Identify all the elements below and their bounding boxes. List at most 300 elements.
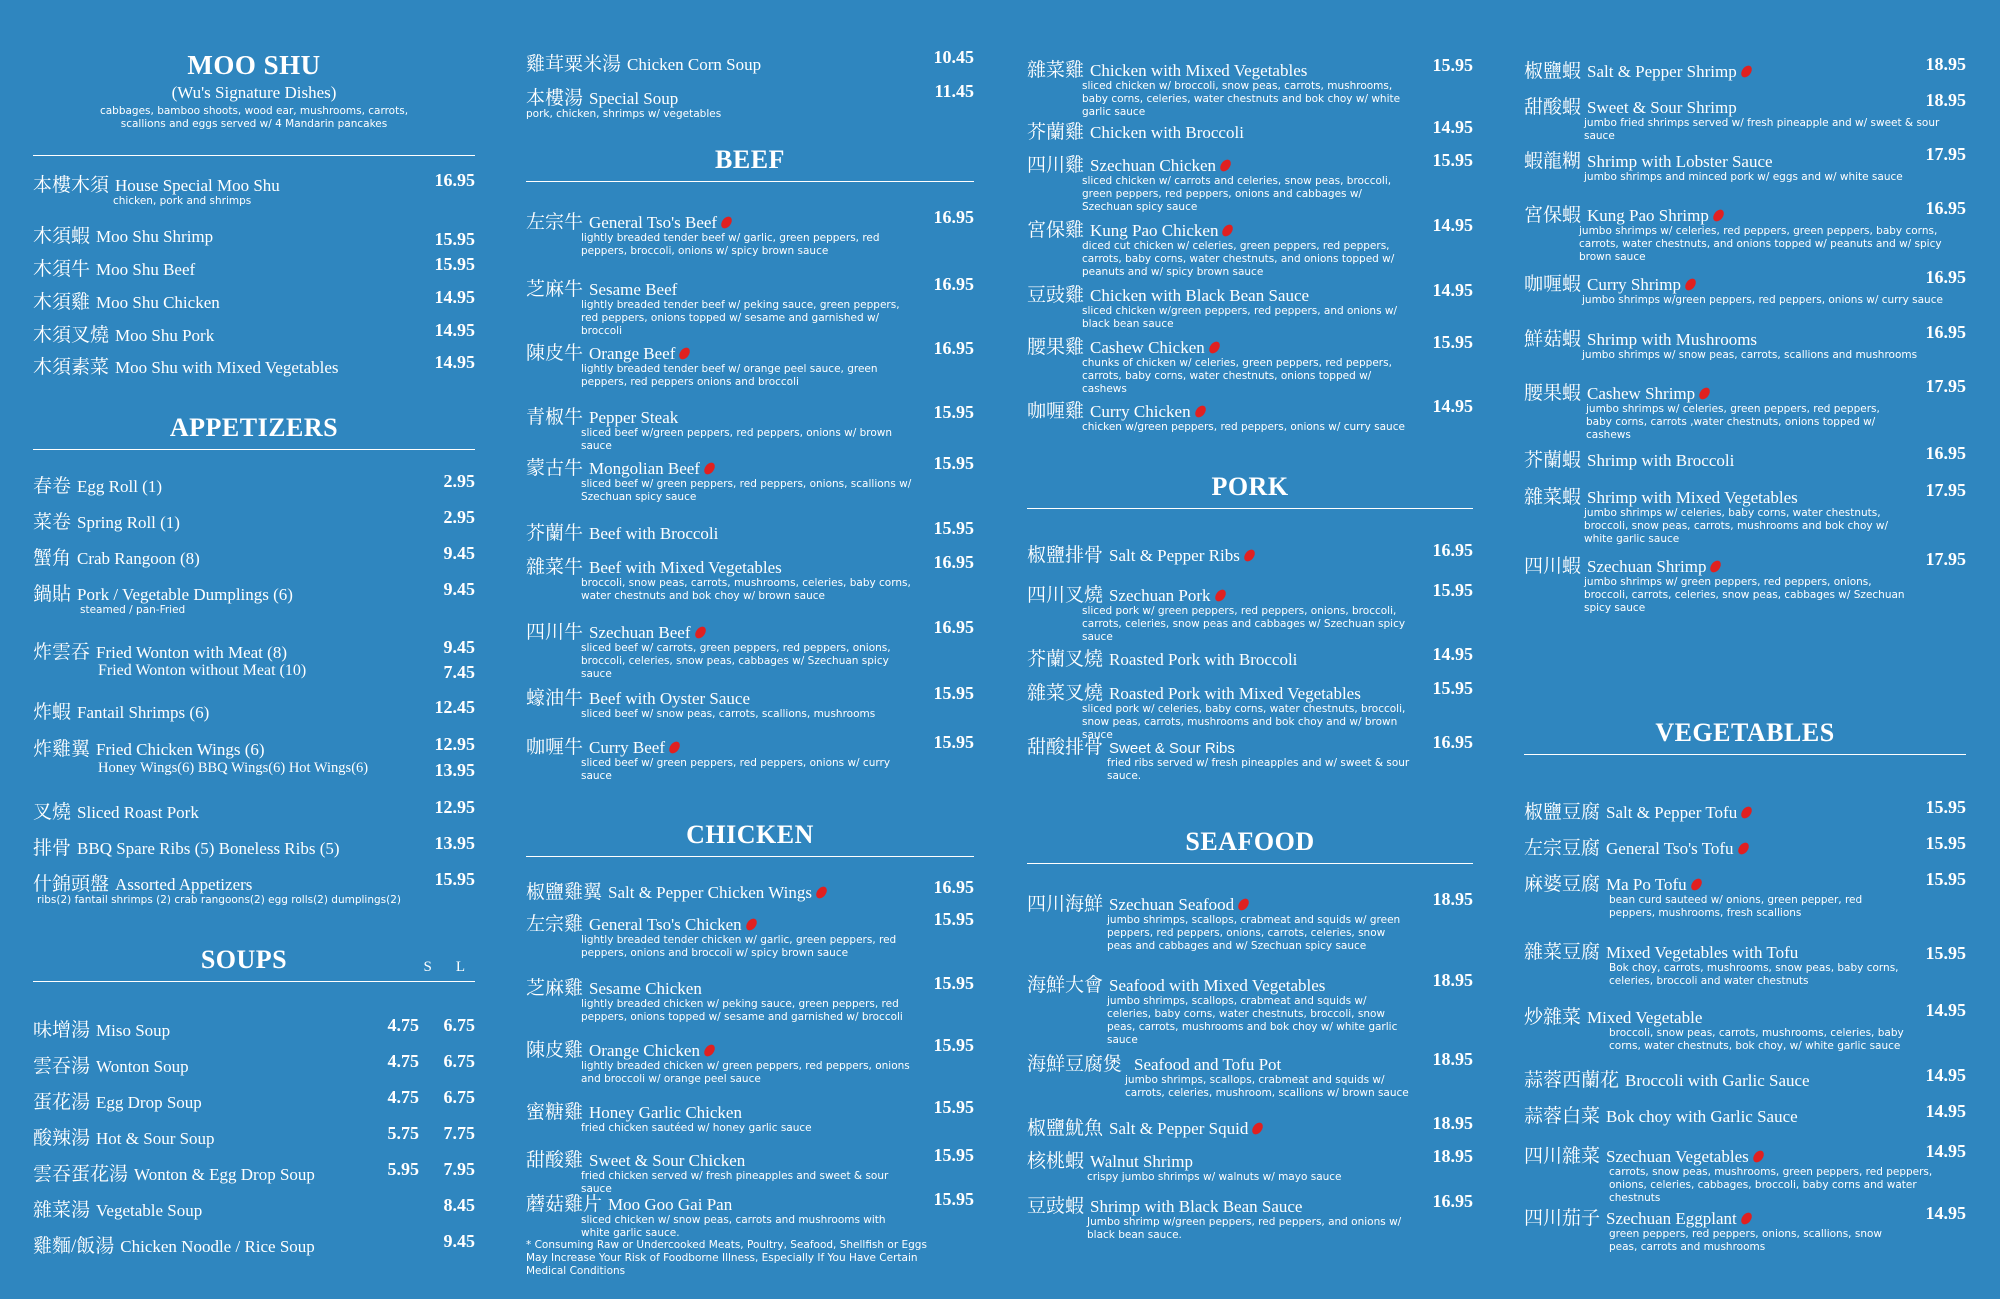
menu-item <box>33 1195 475 1221</box>
item-chinese-name: 陳皮牛 <box>526 343 584 364</box>
item-price: 15.95 <box>1432 678 1473 698</box>
soup-size-labels <box>423 959 465 976</box>
item-name: Broccoli with Garlic Sauce <box>1625 1071 1810 1090</box>
item-description: jumbo shrimps, scallops, crabmeat and squids w/ carrots, celeries, mushroom, scallions w/ brown sauce <box>1125 1074 1409 1099</box>
item-chinese-name: 四川海鮮 <box>1027 894 1104 915</box>
menu-item <box>33 697 475 723</box>
menu-item <box>1524 56 1966 82</box>
item-chinese-name: 椒鹽排骨 <box>1027 545 1104 566</box>
item-chinese-name: 蒙古牛 <box>526 458 584 479</box>
item-price: 16.95 <box>933 877 974 897</box>
item-chinese-name: 蘑菇雞片 <box>526 1194 603 1215</box>
menu-item <box>33 471 475 497</box>
item-description: sliced beef w/green peppers, red peppers, onions w/ brown sauce <box>581 427 893 452</box>
item-price: 18.95 <box>1432 1049 1473 1069</box>
item-price: 15.95 <box>1925 869 1966 889</box>
menu-item <box>1027 55 1473 119</box>
menu-item <box>526 973 974 1024</box>
item-chinese-name: 宮保雞 <box>1027 220 1085 241</box>
item-description: chicken w/green peppers, red peppers, onions w/ curry sauce <box>1082 421 1405 433</box>
item-name: Pork / Vegetable Dumplings (6) <box>77 585 293 604</box>
menu-item <box>526 207 974 258</box>
item-chinese-name: 雜菜牛 <box>526 557 584 578</box>
item-chinese-name: 四川牛 <box>526 622 584 643</box>
menu-item <box>526 552 974 603</box>
menu-item <box>33 352 475 378</box>
item-name: Mongolian Beef <box>589 459 700 478</box>
item-description: sliced chicken w/ carrots and celeries, snow peas, broccoli, green peppers, red peppers, onions and cabbages w/ Szechuan spicy sauce <box>1082 175 1392 213</box>
item-chinese-name: 木須叉燒 <box>33 325 110 346</box>
item-chinese-name: 宮保蝦 <box>1524 205 1582 226</box>
item-price: 16.95 <box>933 617 974 637</box>
menu-item <box>1524 378 1966 442</box>
item-chinese-name: 椒鹽魷魚 <box>1027 1118 1104 1139</box>
chili-pepper-icon <box>815 885 829 901</box>
item-chinese-name: 左宗豆腐 <box>1524 838 1601 859</box>
item-price: 16.95 <box>933 274 974 294</box>
menu-item <box>1524 269 1966 307</box>
item-name: Moo Shu Shrimp <box>96 227 214 246</box>
mooshu-description: cabbages, bamboo shoots, wood ear, mushrooms, carrots, scallions and eggs served w/ 4 Mandarin pancakes <box>99 105 409 130</box>
item-name: Shrimp with Broccoli <box>1587 451 1735 470</box>
item-price-small: 4.75 <box>387 1015 419 1035</box>
menu-item <box>33 1015 475 1041</box>
item-price: 14.95 <box>1925 1065 1966 1085</box>
item-name: Miso Soup <box>96 1021 171 1040</box>
item-description: jumbo shrimps w/ celeries, red peppers, green peppers, baby corns, carrots, water chestnuts, and onions topped w/ peanuts and w/ spicy brown sauce <box>1579 225 1942 263</box>
item-description: sliced beef w/ carrots, green peppers, red peppers, onions, broccoli, celeries, snow peas, cabbages w/ Szechuan spicy sauce <box>581 642 891 680</box>
item-chinese-name: 排骨 <box>33 838 72 859</box>
item-description: ribs(2) fantail shrimps (2) crab rangoons(2) egg rolls(2) dumplings(2) <box>37 894 402 906</box>
item-name: Szechuan Eggplant <box>1606 1209 1737 1228</box>
menu-item <box>1027 1146 1473 1184</box>
item-name: Salt & Pepper Shrimp <box>1587 62 1737 81</box>
item-name: Fried Wonton without Meat (10) <box>98 662 307 679</box>
chili-pepper-icon <box>1251 1121 1265 1137</box>
item-chinese-name: 核桃蝦 <box>1027 1151 1085 1172</box>
menu-item <box>1524 1203 1966 1254</box>
item-chinese-name: 雜菜湯 <box>33 1200 91 1221</box>
item-name: Szechuan Seafood <box>1109 895 1235 914</box>
menu-item <box>1524 324 1966 362</box>
item-chinese-name: 炸雲吞 <box>33 642 91 663</box>
item-price: 16.95 <box>1925 198 1966 218</box>
chili-pepper-icon <box>668 740 682 756</box>
menu-item <box>526 49 974 75</box>
appetizers-section <box>33 413 475 450</box>
size-large-label: L <box>455 959 465 975</box>
menu-item <box>1524 833 1966 859</box>
item-price: 15.95 <box>933 518 974 538</box>
menu-item <box>526 732 974 783</box>
item-chinese-name: 甜酸蝦 <box>1524 97 1582 118</box>
menu-subitem <box>33 662 475 680</box>
menu-item <box>33 170 475 208</box>
chili-pepper-icon <box>1689 877 1703 893</box>
item-price: 18.95 <box>1432 1113 1473 1133</box>
item-name: Shrimp with Lobster Sauce <box>1587 152 1773 171</box>
menu-item <box>1524 1101 1966 1127</box>
chili-pepper-icon <box>1739 1211 1753 1227</box>
item-name: Egg Drop Soup <box>96 1093 202 1112</box>
section-title: CHICKEN <box>526 820 974 857</box>
item-name: Szechuan Vegetables <box>1606 1147 1749 1166</box>
item-price: 15.95 <box>1432 332 1473 352</box>
item-name: Kung Pao Chicken <box>1090 221 1219 240</box>
item-price: 18.95 <box>1432 1146 1473 1166</box>
menu-item <box>1027 150 1473 214</box>
item-price: 17.95 <box>1925 376 1966 396</box>
menu-item <box>33 320 475 346</box>
chicken-section <box>526 820 974 857</box>
item-description: pork, chicken, shrimps w/ vegetables <box>526 108 722 120</box>
item-chinese-name: 蟹角 <box>33 548 72 569</box>
item-price: 14.95 <box>1432 117 1473 137</box>
menu-item <box>33 1159 475 1185</box>
item-chinese-name: 四川茄子 <box>1524 1208 1601 1229</box>
item-price-large: 6.75 <box>443 1015 475 1035</box>
menu-item <box>33 1087 475 1113</box>
item-name: Orange Beef <box>589 344 676 363</box>
item-name: Szechuan Shrimp <box>1587 557 1707 576</box>
item-name: Assorted Appetizers <box>115 875 253 894</box>
item-chinese-name: 椒鹽豆腐 <box>1524 802 1601 823</box>
menu-item <box>1027 644 1473 670</box>
section-rule <box>33 155 475 156</box>
item-chinese-name: 木須素菜 <box>33 357 110 378</box>
item-price: 17.95 <box>1925 480 1966 500</box>
item-name: Walnut Shrimp <box>1090 1152 1194 1171</box>
menu-item <box>33 797 475 823</box>
size-small-label: S <box>423 959 432 975</box>
item-name: Sliced Roast Pork <box>77 803 199 822</box>
item-chinese-name: 甜酸排骨 <box>1027 737 1104 758</box>
item-price: 15.95 <box>933 973 974 993</box>
menu-item <box>526 518 974 544</box>
item-name: Egg Roll (1) <box>77 477 163 496</box>
item-name: Curry Shrimp <box>1587 275 1681 294</box>
item-price: 18.95 <box>1432 970 1473 990</box>
item-chinese-name: 腰果雞 <box>1027 337 1085 358</box>
menu-item <box>526 274 974 338</box>
item-name: Fried Chicken Wings (6) <box>96 740 265 759</box>
item-name: Kung Pao Shrimp <box>1587 206 1709 225</box>
item-name: Chicken with Broccoli <box>1090 123 1244 142</box>
section-title: VEGETABLES <box>1524 718 1966 755</box>
item-name: House Special Moo Shu <box>115 176 280 195</box>
item-name: Fantail Shrimps (6) <box>77 703 210 722</box>
menu-item <box>1524 937 1966 988</box>
item-price: 11.45 <box>934 81 974 101</box>
mooshu-subtitle: (Wu's Signature Dishes) <box>171 83 337 102</box>
item-name: Cashew Chicken <box>1090 338 1205 357</box>
item-name: BBQ Spare Ribs (5) Boneless Ribs (5) <box>77 839 340 858</box>
section-title: BEEF <box>526 145 974 182</box>
item-chinese-name: 木須牛 <box>33 259 91 280</box>
menu-item <box>1524 1141 1966 1205</box>
menu-item <box>1027 1191 1473 1242</box>
item-price-large: 6.75 <box>443 1051 475 1071</box>
item-name: Chicken Corn Soup <box>627 55 762 74</box>
item-description: lightly breaded tender chicken w/ garlic, green peppers, red peppers, onions and broccoli w/ spicy brown sauce <box>581 934 897 959</box>
item-price: 2.95 <box>443 507 475 527</box>
chili-pepper-icon <box>1709 559 1723 575</box>
item-price: 16.95 <box>434 170 475 190</box>
item-chinese-name: 四川雜菜 <box>1524 1146 1601 1167</box>
item-price-large: 8.45 <box>443 1195 475 1215</box>
item-chinese-name: 蜜糖雞 <box>526 1102 584 1123</box>
menu-item <box>526 338 974 389</box>
item-price: 15.95 <box>933 909 974 929</box>
item-description: broccoli, snow peas, carrots, mushrooms, celeries, baby corns, water chestnuts, bok choy, w/ white garlic sauce <box>1609 1027 1904 1052</box>
item-price: 15.95 <box>1925 797 1966 817</box>
item-name: Shrimp with Black Bean Sauce <box>1090 1197 1303 1216</box>
menu-item <box>33 637 475 663</box>
menu-item <box>33 221 475 247</box>
item-description: sliced chicken w/ snow peas, carrots and mushrooms with white garlic sauce. <box>581 1214 886 1239</box>
mooshu-title: MOO SHU <box>187 50 321 80</box>
item-chinese-name: 叉燒 <box>33 802 72 823</box>
item-price: 15.95 <box>933 732 974 752</box>
menu-item <box>1524 869 1966 920</box>
item-price-small: 4.75 <box>387 1087 419 1107</box>
item-name: Moo Shu Pork <box>115 326 215 345</box>
menu-item <box>526 877 974 903</box>
item-description: sliced chicken w/ broccoli, snow peas, carrots, mushrooms, baby corns, celeries, water chestnuts and bok choy w/ white garlic sauce <box>1082 80 1401 118</box>
section-title: APPETIZERS <box>33 413 475 450</box>
item-description: lightly breaded tender beef w/ peking sauce, green peppers, red peppers, onions topped w/ sesame and garnished w/ broccoli <box>581 299 900 337</box>
item-price: 14.95 <box>434 287 475 307</box>
item-price: 14.95 <box>434 352 475 372</box>
item-chinese-name: 蒜蓉西蘭花 <box>1524 1070 1620 1091</box>
item-price: 14.95 <box>1925 1203 1966 1223</box>
item-name: Ma Po Tofu <box>1606 875 1687 894</box>
item-chinese-name: 本樓湯 <box>526 88 584 109</box>
chili-pepper-icon <box>720 215 734 231</box>
chili-pepper-icon <box>693 625 707 641</box>
item-description: lightly breaded chicken w/ peking sauce, green peppers, red peppers, onions topped w/ sesame and garnished w/ broccoli <box>581 998 903 1023</box>
item-chinese-name: 四川叉燒 <box>1027 585 1104 606</box>
pork-section <box>1027 472 1473 509</box>
seafood-section <box>1027 827 1473 864</box>
item-chinese-name: 味增湯 <box>33 1020 91 1041</box>
item-chinese-name: 左宗牛 <box>526 212 584 233</box>
item-price: 16.95 <box>1925 443 1966 463</box>
item-name: Chicken with Mixed Vegetables <box>1090 61 1308 80</box>
menu-item <box>1027 117 1473 143</box>
item-chinese-name: 雞茸粟米湯 <box>526 54 622 75</box>
item-price: 15.95 <box>1925 833 1966 853</box>
item-name: General Tso's Chicken <box>589 915 742 934</box>
menu-item <box>1524 1065 1966 1091</box>
item-price: 18.95 <box>1925 54 1966 74</box>
menu-item <box>1524 797 1966 823</box>
item-chinese-name: 芥蘭雞 <box>1027 122 1085 143</box>
menu-item <box>1027 280 1473 331</box>
menu-item <box>1524 551 1966 615</box>
item-price: 15.95 <box>933 1097 974 1117</box>
chili-pepper-icon <box>1193 404 1207 420</box>
item-name: Moo Goo Gai Pan <box>608 1195 733 1214</box>
menu-item <box>1027 580 1473 644</box>
menu-item <box>1524 146 1966 184</box>
item-name: Hot & Sour Soup <box>96 1129 215 1148</box>
item-name: Szechuan Pork <box>1109 586 1211 605</box>
menu-item <box>1027 889 1473 953</box>
item-price: 16.95 <box>933 552 974 572</box>
menu-item <box>1027 540 1473 566</box>
item-price: 15.95 <box>933 1189 974 1209</box>
item-name: Honey Wings(6) BBQ Wings(6) Hot Wings(6) <box>98 760 369 776</box>
item-name: Honey Garlic Chicken <box>589 1103 742 1122</box>
item-chinese-name: 咖喱雞 <box>1027 401 1085 422</box>
item-description: fried ribs served w/ fresh pineapples and w/ sweet & sour sauce. <box>1107 757 1410 782</box>
item-description: jumbo shrimps w/ celeries, baby corns, water chestnuts, broccoli, snow peas, carrots, mushrooms and bok choy w/ white garlic sauce <box>1584 507 1889 545</box>
item-chinese-name: 四川蝦 <box>1524 556 1582 577</box>
item-price: 18.95 <box>1925 90 1966 110</box>
item-chinese-name: 椒鹽蝦 <box>1524 61 1582 82</box>
item-chinese-name: 本樓木須 <box>33 175 110 196</box>
item-description: jumbo shrimps w/ snow peas, carrots, scallions and mushrooms <box>1582 349 1918 361</box>
item-description: sliced pork w/ green peppers, red peppers, onions, broccoli, carrots, celeries, snow peas and cabbages w/ Szechuan spicy sauce <box>1082 605 1406 643</box>
item-name: Mixed Vegetables with Tofu <box>1606 943 1799 962</box>
item-chinese-name: 甜酸雞 <box>526 1150 584 1171</box>
item-description: steamed / pan-Fried <box>80 604 186 616</box>
menu-item <box>526 909 974 960</box>
item-chinese-name: 豆豉雞 <box>1027 285 1085 306</box>
menu-item <box>526 683 974 721</box>
item-chinese-name: 炸蝦 <box>33 702 72 723</box>
item-chinese-name: 鍋貼 <box>33 584 72 605</box>
item-price-small: 4.75 <box>387 1051 419 1071</box>
item-chinese-name: 海鮮大會 <box>1027 975 1104 996</box>
item-chinese-name: 蛋花湯 <box>33 1092 91 1113</box>
item-name: Chicken with Black Bean Sauce <box>1090 286 1310 305</box>
chili-pepper-icon <box>1712 208 1726 224</box>
menu-item <box>1524 1002 1966 1053</box>
item-chinese-name: 雜菜雞 <box>1027 60 1085 81</box>
menu-item <box>1027 332 1473 396</box>
item-price: 14.95 <box>1432 396 1473 416</box>
item-price: 15.95 <box>933 402 974 422</box>
item-chinese-name: 豆豉蝦 <box>1027 1196 1085 1217</box>
item-price: 17.95 <box>1925 144 1966 164</box>
menu-item <box>33 287 475 313</box>
item-chinese-name: 咖喱牛 <box>526 737 584 758</box>
item-description: broccoli, snow peas, carrots, mushrooms, celeries, baby corns, water chestnuts and bok choy w/ brown sauce <box>581 577 911 602</box>
item-price: 15.95 <box>1432 580 1473 600</box>
item-chinese-name: 雜菜蝦 <box>1524 487 1582 508</box>
chili-pepper-icon <box>678 346 692 362</box>
item-price: 9.45 <box>443 637 475 657</box>
item-name: Roasted Pork with Broccoli <box>1109 650 1298 669</box>
item-price: 15.95 <box>434 254 475 274</box>
section-title: SOUPS <box>33 945 475 982</box>
menu-item <box>1524 482 1966 546</box>
item-name: Moo Shu Chicken <box>96 293 220 312</box>
menu-item <box>33 579 475 617</box>
item-name: Cashew Shrimp <box>1587 384 1696 403</box>
item-description: chicken, pork and shrimps <box>113 195 252 207</box>
chili-pepper-icon <box>1698 386 1712 402</box>
item-description: Jumbo shrimp w/green peppers, red peppers, and onions w/ black bean sauce. <box>1087 1216 1402 1241</box>
item-price: 12.95 <box>434 797 475 817</box>
menu-item <box>1524 200 1966 264</box>
item-description: fried chicken served w/ fresh pineapples and sweet & sour sauce <box>581 1170 889 1195</box>
menu-item <box>526 1097 974 1135</box>
menu-item <box>33 1051 475 1077</box>
menu-item <box>1027 1113 1473 1139</box>
item-description: sliced beef w/ green peppers, red peppers, onions w/ curry sauce <box>581 757 891 782</box>
item-price: 14.95 <box>1432 215 1473 235</box>
item-name: Beef with Mixed Vegetables <box>589 558 782 577</box>
item-price: 9.45 <box>443 579 475 599</box>
item-chinese-name: 咖喱蝦 <box>1524 274 1582 295</box>
item-price: 18.95 <box>1432 889 1473 909</box>
item-description: Bok choy, carrots, mushrooms, snow peas, baby corns, celeries, broccoli and water chestnuts <box>1609 962 1899 987</box>
item-price-large: 7.75 <box>443 1123 475 1143</box>
item-name: Shrimp with Mixed Vegetables <box>1587 488 1798 507</box>
health-notice: * Consuming Raw or Undercooked Meats, Poultry, Seafood, Shellfish or Eggs May Increase Your Risk of Foodborne Illness, Especially If You Have Certain Medical Conditions <box>526 1239 927 1277</box>
item-name: Salt & Pepper Chicken Wings <box>608 883 812 902</box>
item-chinese-name: 陳皮雞 <box>526 1040 584 1061</box>
item-chinese-name: 蝦龍糊 <box>1524 151 1582 172</box>
item-price-large: 6.75 <box>443 1087 475 1107</box>
section-title: SEAFOOD <box>1027 827 1473 864</box>
chili-pepper-icon <box>744 917 758 933</box>
menu-item <box>526 1035 974 1086</box>
item-name: Fried Wonton with Meat (8) <box>96 643 287 662</box>
item-description: jumbo shrimps, scallops, crabmeat and squids w/ celeries, baby corns, water chestnuts, broccoli, snow peas, carrots, mushrooms and bok choy w/ white garlic sauce <box>1107 995 1398 1046</box>
menu-item <box>1027 215 1473 279</box>
chili-pepper-icon <box>1213 588 1227 604</box>
item-chinese-name: 左宗雞 <box>526 914 584 935</box>
menu-item <box>33 869 475 907</box>
menu-item <box>33 543 475 569</box>
item-name: Sesame Chicken <box>589 979 702 998</box>
menu-item <box>526 83 974 121</box>
menu-item <box>1027 732 1473 783</box>
item-name: Salt & Pepper Squid <box>1109 1119 1249 1138</box>
item-name: Seafood with Mixed Vegetables <box>1109 976 1326 995</box>
item-description: lightly breaded chicken w/ green peppers, red peppers, onions and broccoli w/ orange peel sauce <box>581 1060 910 1085</box>
item-chinese-name: 芝麻牛 <box>526 279 584 300</box>
item-name: Sweet & Sour Ribs <box>1109 740 1235 757</box>
item-chinese-name: 雜菜叉燒 <box>1027 683 1104 704</box>
chili-pepper-icon <box>1739 64 1753 80</box>
item-name: Curry Beef <box>589 738 666 757</box>
menu-item <box>1524 445 1966 471</box>
item-price: 13.95 <box>434 833 475 853</box>
item-description: chunks of chicken w/ celeries, green peppers, red peppers, carrots, baby corns, water chestnuts, onions topped w/ cashews <box>1082 357 1392 395</box>
item-price-large: 9.45 <box>443 1231 475 1251</box>
item-description: fried chicken sautéed w/ honey garlic sauce <box>581 1122 812 1134</box>
mooshu-header <box>33 50 475 131</box>
menu-item <box>1027 970 1473 1047</box>
item-price: 14.95 <box>1432 280 1473 300</box>
item-description: jumbo fried shrimps served w/ fresh pineapple and w/ sweet & sour sauce <box>1584 117 1940 142</box>
item-description: jumbo shrimps, scallops, crabmeat and squids w/ green peppers, red peppers, onions, carrots, celeries, snow peas and cabbages and w/ Szechuan spicy sauce <box>1107 914 1401 952</box>
item-chinese-name: 腰果蝦 <box>1524 383 1582 404</box>
item-chinese-name: 炸雞翼 <box>33 739 91 760</box>
menu-item <box>33 833 475 859</box>
item-name: Wonton Soup <box>96 1057 189 1076</box>
item-chinese-name: 木須蝦 <box>33 226 91 247</box>
item-description: jumbo shrimps and minced pork w/ eggs and w/ white sauce <box>1584 171 1903 183</box>
chili-pepper-icon <box>1237 897 1251 913</box>
item-name: Pepper Steak <box>589 408 679 427</box>
item-chinese-name: 海鮮豆腐煲 <box>1027 1054 1123 1075</box>
